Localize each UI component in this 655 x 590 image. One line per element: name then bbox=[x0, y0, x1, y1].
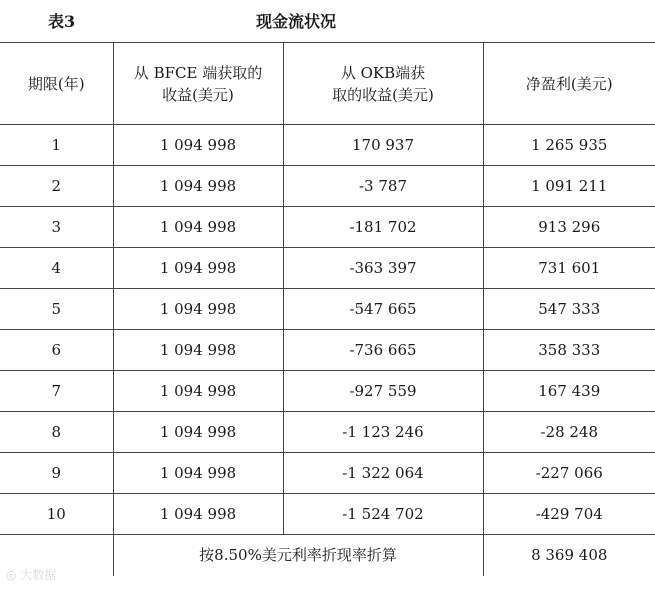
header-bfce-income bbox=[113, 43, 283, 125]
cell-period: 1 bbox=[0, 125, 113, 166]
cell-okb: -927 559 bbox=[283, 371, 483, 412]
table-label: 表3 bbox=[48, 12, 76, 31]
cell-bfce: 1 094 998 bbox=[113, 248, 283, 289]
cell-bfce: 1 094 998 bbox=[113, 371, 283, 412]
cash-flow-table bbox=[0, 42, 655, 576]
table-row bbox=[0, 125, 655, 166]
table-row bbox=[0, 166, 655, 207]
table-row bbox=[0, 412, 655, 453]
cell-bfce: 1 094 998 bbox=[113, 125, 283, 166]
cell-bfce: 1 094 998 bbox=[113, 453, 283, 494]
table-row bbox=[0, 371, 655, 412]
header-period: 期限(年) bbox=[0, 43, 113, 125]
summary-label: 按8.50%美元利率折现率折算 bbox=[113, 535, 483, 576]
summary-value: 8 369 408 bbox=[483, 535, 655, 576]
cell-net: 167 439 bbox=[483, 371, 655, 412]
header-bfce-line1: 从 BFCE 端获取的 bbox=[133, 63, 263, 82]
cell-okb: -736 665 bbox=[283, 330, 483, 371]
cell-period: 6 bbox=[0, 330, 113, 371]
cell-okb: -1 524 702 bbox=[283, 494, 483, 535]
cell-period: 2 bbox=[0, 166, 113, 207]
cell-okb: -1 123 246 bbox=[283, 412, 483, 453]
cell-period: 5 bbox=[0, 289, 113, 330]
summary-row bbox=[0, 535, 655, 576]
header-net-profit: 净盈利(美元) bbox=[483, 43, 655, 125]
cell-period: 8 bbox=[0, 412, 113, 453]
cell-net: -227 066 bbox=[483, 453, 655, 494]
cell-net: 1 265 935 bbox=[483, 125, 655, 166]
cell-okb: -181 702 bbox=[283, 207, 483, 248]
cell-period: 4 bbox=[0, 248, 113, 289]
header-okb-line2: 取的收益(美元) bbox=[332, 85, 434, 104]
cell-net: 547 333 bbox=[483, 289, 655, 330]
table-row bbox=[0, 207, 655, 248]
cell-okb: -363 397 bbox=[283, 248, 483, 289]
cell-net: 358 333 bbox=[483, 330, 655, 371]
cell-period: 9 bbox=[0, 453, 113, 494]
cell-net: 1 091 211 bbox=[483, 166, 655, 207]
cell-net: -28 248 bbox=[483, 412, 655, 453]
table-header-row bbox=[0, 43, 655, 125]
table-title: 现金流状况 bbox=[256, 12, 337, 31]
header-bfce-line2: 收益(美元) bbox=[162, 85, 234, 104]
cell-net: 913 296 bbox=[483, 207, 655, 248]
cell-okb: -1 322 064 bbox=[283, 453, 483, 494]
title-row bbox=[0, 0, 655, 42]
table-row bbox=[0, 330, 655, 371]
cell-period: 7 bbox=[0, 371, 113, 412]
cell-bfce: 1 094 998 bbox=[113, 166, 283, 207]
cell-okb: -547 665 bbox=[283, 289, 483, 330]
cell-bfce: 1 094 998 bbox=[113, 412, 283, 453]
cell-net: -429 704 bbox=[483, 494, 655, 535]
cell-bfce: 1 094 998 bbox=[113, 207, 283, 248]
cell-bfce: 1 094 998 bbox=[113, 289, 283, 330]
cell-net: 731 601 bbox=[483, 248, 655, 289]
table-row bbox=[0, 248, 655, 289]
table-row bbox=[0, 453, 655, 494]
cell-bfce: 1 094 998 bbox=[113, 494, 283, 535]
watermark-logo: ◎ 大数据 bbox=[6, 568, 57, 582]
cell-okb: -3 787 bbox=[283, 166, 483, 207]
table-row bbox=[0, 289, 655, 330]
cell-period: 10 bbox=[0, 494, 113, 535]
header-okb-income bbox=[283, 43, 483, 125]
table-row bbox=[0, 494, 655, 535]
cell-period: 3 bbox=[0, 207, 113, 248]
cell-okb: 170 937 bbox=[283, 125, 483, 166]
cell-bfce: 1 094 998 bbox=[113, 330, 283, 371]
header-okb-line1: 从 OKB端获 bbox=[340, 63, 426, 82]
